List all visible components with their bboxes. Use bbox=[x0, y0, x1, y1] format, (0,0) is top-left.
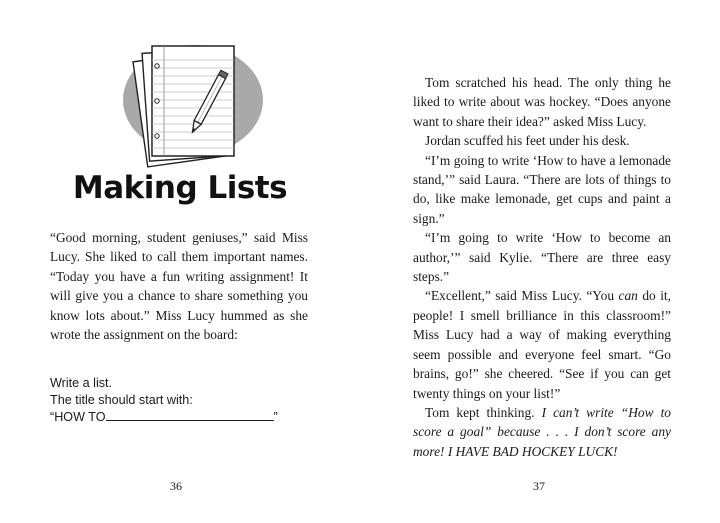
story-paragraph: “I’m going to write ‘How to become an author,’” said Kylie. “There are three easy steps.” bbox=[413, 230, 671, 285]
text-run: Tom kept thinking. bbox=[425, 404, 542, 420]
story-paragraph bbox=[413, 286, 671, 402]
text-run: do it, people! I smell brilliance in this classroom!” Miss Lucy had a way of making everything seem possible and everyone feel smart. “Go brains, go!” she cheered. “See if you can get twenty things on your list!” bbox=[413, 288, 671, 401]
italic-thought: I can’t write “How to score a goal” because . . . I don’t score any more! I HAVE BAD HOCKEY LUCK! bbox=[413, 404, 671, 459]
assignment-block bbox=[50, 375, 308, 426]
story-paragraph: “I’m going to write ‘How to have a lemonade stand,’” said Laura. “There are lots of things to do, like make lemonade, get cups and paint a sign.” bbox=[413, 152, 671, 226]
italic-text: can bbox=[618, 288, 638, 304]
assignment-line: The title should start with: bbox=[50, 393, 193, 407]
notebook-paper-pencil-illustration bbox=[118, 38, 268, 178]
fill-in-blank bbox=[106, 409, 274, 421]
right-page bbox=[360, 0, 720, 523]
assignment-title-suffix: ” bbox=[273, 410, 278, 424]
assignment-title-prefix: “HOW TO bbox=[50, 410, 106, 424]
story-paragraph bbox=[413, 403, 671, 461]
chapter-title: Making Lists bbox=[72, 170, 288, 206]
text-run: “Excellent,” said Miss Lucy. “You bbox=[425, 288, 619, 304]
assignment-title-line bbox=[50, 409, 308, 426]
assignment-line: Write a list. bbox=[50, 376, 113, 390]
story-paragraph: Tom scratched his head. The only thing he liked to write about was hockey. “Does anyone want to share their idea?” asked Miss Lucy. bbox=[413, 75, 671, 129]
story-paragraph: Jordan scuffed his feet under his desk. bbox=[425, 133, 630, 149]
body-paragraph: “Good morning, student geniuses,” said Miss Lucy. She liked to call them important names. “Today you have a fun writing assignment! It will give you a chance to share something you know lots about.” Miss Lucy hummed as she wrote the assignment on the board: bbox=[50, 230, 308, 343]
story-text bbox=[413, 73, 671, 461]
page-number: 37 bbox=[533, 479, 545, 493]
page-number: 36 bbox=[170, 479, 182, 493]
